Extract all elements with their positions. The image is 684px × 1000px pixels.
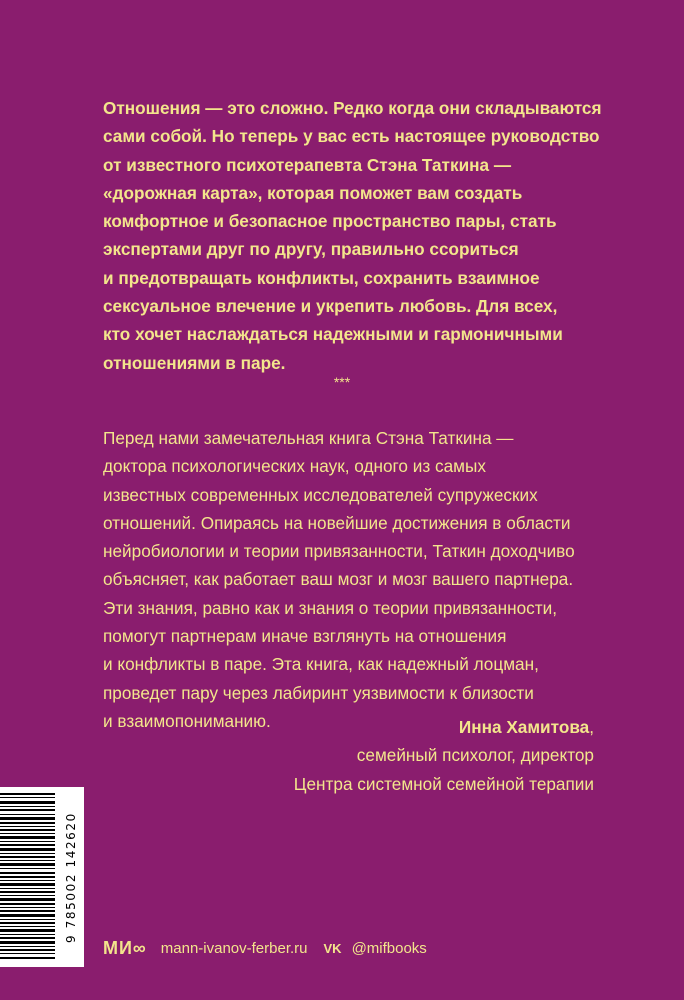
isbn-number: 9 785002 142620 <box>64 812 78 943</box>
lead-line: от известного психотерапевта Стэна Таткина — <box>103 154 512 175</box>
quote-signature <box>294 713 594 798</box>
social-handle: @mifbooks <box>351 939 427 957</box>
signature-organization: Центра системной семейной терапии <box>293 773 594 794</box>
lead-line: и предотвращать конфликты, сохранить взаимное <box>103 267 540 288</box>
quote-line: Перед нами замечательная книга Стэна Таткина — <box>103 428 514 448</box>
section-separator: *** <box>333 374 351 390</box>
quote-line: проведет пару через лабиринт уязвимости к близости <box>103 682 534 703</box>
lead-line: кто хочет наслаждаться надежными и гармоничными <box>103 324 563 345</box>
publisher-logo: МИ∞ <box>103 937 147 958</box>
lead-paragraph <box>103 94 603 377</box>
lead-line: «дорожная карта», которая поможет вам создать <box>103 182 523 203</box>
signature-name: Инна Хамитова <box>458 717 590 737</box>
quote-line: отношений. Опираясь на новейшие достижения в области <box>103 512 571 533</box>
lead-line: сексуальное влечение и укрепить любовь. Для всех, <box>103 296 558 317</box>
vk-icon: VK <box>323 940 342 956</box>
quote-line: доктора психологических наук, одного из самых <box>103 456 486 477</box>
quote-line: Эти знания, равно как и знания о теории привязанности, <box>103 597 557 618</box>
quote-line: помогут партнерам иначе взглянуть на отношения <box>103 626 507 647</box>
lead-line: комфортное и безопасное пространство пары, стать <box>103 211 557 232</box>
publisher-website: mann-ivanov-ferber.ru <box>160 939 308 957</box>
signature-title: семейный психолог, директор <box>356 745 594 766</box>
lead-line: отношениями в паре. <box>103 352 286 373</box>
lead-line: сами собой. Но теперь у вас есть настоящее руководство <box>103 126 600 147</box>
quote-line: объясняет, как работает ваш мозг и мозг вашего партнера. <box>103 569 574 590</box>
quote-line: известных современных исследователей супружеских <box>103 484 538 505</box>
quote-line: нейробиологии и теории привязанности, Таткин доходчиво <box>103 541 575 562</box>
quote-line: и конфликты в паре. Эта книга, как надежный лоцман, <box>103 654 539 675</box>
quote-line: и взаимопониманию. <box>103 710 271 731</box>
signature-name-line <box>294 713 594 741</box>
quote-paragraph <box>103 424 623 735</box>
publisher-footer <box>103 936 427 960</box>
signature-comma: , <box>589 717 594 737</box>
lead-line: Отношения — это сложно. Редко когда они складываются <box>103 98 602 118</box>
lead-line: экспертами друг по другу, правильно ссориться <box>103 239 519 260</box>
barcode-bars <box>0 787 62 967</box>
